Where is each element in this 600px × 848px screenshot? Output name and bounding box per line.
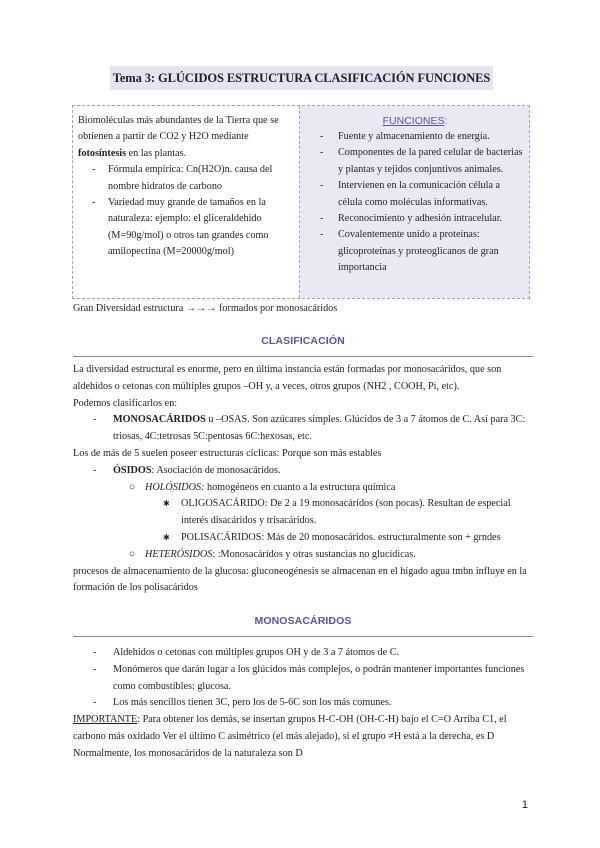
monosacaridos-item: - MONOSACÁRIDOS u –OSAS. Son azúcares simples. Glúcidos de 3 a 7 átomos de C. Así para 3C: triosas, 4C:tetrosas 5C:pentosas 6C:hexosas, etc. (93, 414, 526, 443)
intro-text (78, 113, 298, 261)
monosacaridos-body (73, 645, 535, 763)
list-item: - Componentes de la pared celular de bacterias y plantas y tejidos conjuntivos animales. (304, 145, 526, 178)
clasificacion-paragraph: Los de más de 5 suelen poseer estructuras cíclicas: Porque son más estables (73, 447, 382, 459)
star-bullet-icon: ✱ (163, 499, 170, 509)
arrow-icon: →→→ (185, 303, 217, 314)
list-item: - Fórmula empírica: Cn(H2O)n. causa del nombre hidratos de carbono (78, 162, 298, 195)
star-bullet-icon: ✱ (163, 532, 170, 542)
importante-paragraph: IMPORTANTE: Para obtener los demás, se insertan grupos H-C-OH (OH-C-H) bajo el C=O Arriba C1, el carbono más oxidado Ver el último C asimétrico (el más alejado), si el grupo ≠H está a la derecha, es D (73, 714, 507, 742)
polisacarido-item: ✱ POLISACÁRIDOS: Más de 20 monosacáridos. estructuralmente son + grndes (73, 530, 535, 547)
clasificacion-paragraph: Podemos clasificarlos en: (73, 397, 178, 409)
section-divider (73, 636, 533, 637)
list-item: - Aldehidos o cetonas con múltiples grupos OH y de 3 a 7 átomos de C. (93, 647, 400, 658)
clasificacion-body (73, 362, 535, 597)
list-item: - Variedad muy grande de tamaños en la naturaleza: ejemplo: el gliceraldehido (M=90g/mol) o otros tan grandes como amilopectina (M=20000g/mol) (78, 195, 298, 261)
heterosidos-item: ○ HETERÓSIDOS: :Monosacáridos y otras sustancias no glucídicas. (73, 547, 535, 564)
intro-paragraph: Biomoléculas más abundantes de la Tierra que se obtienen a partir de CO2 y H2O mediante fotosíntesis en las plantas. (78, 115, 279, 159)
funciones-text (304, 113, 526, 277)
monosacaridos-paragraph: Normalmente, los monosacáridos de la naturaleza son D (73, 747, 303, 759)
list-item: - Fuente y almacenamiento de energía. (304, 129, 526, 145)
section-divider (73, 356, 533, 357)
holosidos-item: ○ HOLÓSIDOS: homogéneos en cuanto a la estructura química (73, 480, 535, 497)
funciones-list (304, 129, 526, 277)
osidos-item: - ÓSIDOS: Asociación de monosacáridos. (93, 464, 281, 476)
list-item: - Intervienen en la comunicación célula a célula como moléculas informativas. (304, 178, 526, 211)
circle-bullet-icon: ○ (129, 481, 136, 493)
list-item: - Monómeros que darán lugar a los glúcidos más complejos, o podrán mantener importantes funciones como combustibles: glucosa. (93, 663, 525, 692)
monosacaridos-heading: MONOSACÁRIDOS (254, 615, 352, 627)
fotosintesis-term: fotosíntesis (78, 147, 127, 159)
clasificacion-heading: CLASIFICACIÓN (261, 335, 345, 347)
clasificacion-paragraph: La diversidad estructural es enorme, pero en última instancia están formadas por monosacáridos, que son aldehidos o cetonas con múltiples grupos –OH y, a veces, otros grupos (NH2 , COOH, Pi, etc). (73, 364, 502, 392)
oligosacarido-item: ✱ OLIGOSACÁRIDO: De 2 a 19 monosacáridos (son pocas). Resultan de especial interés disacáridos y trisacáridos. (163, 498, 511, 527)
importante-label: IMPORTANTE (73, 714, 138, 726)
list-item: - Los más sencillos tienen 3C, pero los de 5-6C son los más comunes. (93, 697, 392, 709)
intro-list (78, 162, 298, 260)
clasificacion-paragraph: procesos de almacenamiento de la glucosa: gluconeogénesis se almacenan en el hígado agua tmbn influye en la formación de los polisacáridos (73, 565, 527, 594)
page-title: Tema 3: GLÚCIDOS ESTRUCTURA CLASIFICACIÓN FUNCIONES (110, 66, 493, 90)
circle-bullet-icon: ○ (129, 548, 136, 560)
diversity-line: Gran Diversidad estructura →→→ formados por monosacáridos (73, 303, 338, 314)
funciones-heading: FUNCIONES: (382, 115, 448, 127)
page-number: 1 (521, 799, 528, 811)
list-item: - Reconocimiento y adhesión intracelular. (304, 211, 526, 227)
list-item: - Covalentemente unido a proteínas: glicoproteínas y proteoglicanos de gran importancia (304, 227, 526, 276)
